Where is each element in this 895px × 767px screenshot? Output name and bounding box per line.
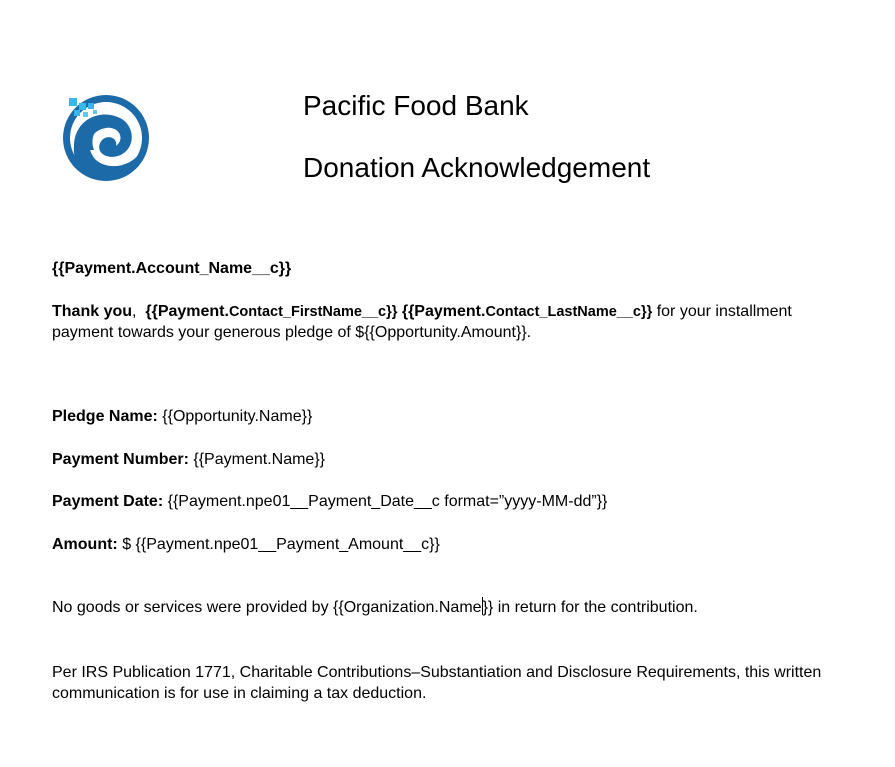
irs-statement-line-2: communication is for use in claiming a tax deduction. xyxy=(52,685,427,702)
last-name-prefix: {{Payment. xyxy=(401,303,486,320)
no-goods-statement[interactable] xyxy=(52,597,698,618)
thank-you-tail: for your installment xyxy=(652,303,792,320)
pledge-name-value: {{Opportunity.Name}} xyxy=(157,408,313,425)
last-name-field: Contact_LastName__c}} xyxy=(485,304,653,320)
amount-row xyxy=(52,534,440,555)
thank-you-line-2: payment towards your generous pledge of ${{Opportunity.Amount}}. xyxy=(52,324,532,341)
payment-date-value: {{Payment.npe01__Payment_Date__c format=”yyyy-MM-dd”}} xyxy=(163,493,608,510)
organization-logo xyxy=(60,90,152,182)
thank-you-line-1 xyxy=(52,301,792,323)
payment-number-value: {{Payment.Name}} xyxy=(188,451,326,468)
account-name-field: {{Payment.Account_Name__c}} xyxy=(52,260,292,277)
first-name-prefix: {{Payment. xyxy=(145,303,229,320)
no-goods-before-cursor: No goods or services were provided by {{Organization.Name xyxy=(52,599,482,616)
pledge-name-row xyxy=(52,406,312,427)
pledge-name-label: Pledge Name: xyxy=(52,408,158,425)
organization-name: Pacific Food Bank xyxy=(303,90,529,121)
first-name-field: Contact_FirstName__c}} xyxy=(228,304,398,320)
payment-date-label: Payment Date: xyxy=(52,493,164,510)
amount-label: Amount: xyxy=(52,536,118,553)
payment-number-row xyxy=(52,449,325,470)
payment-number-label: Payment Number: xyxy=(52,451,189,468)
thank-you-lead: Thank you xyxy=(52,303,133,320)
amount-value: $ {{Payment.npe01__Payment_Amount__c}} xyxy=(117,536,440,553)
irs-statement-line-1: Per IRS Publication 1771, Charitable Contributions–Substantiation and Disclosure Requirements, this written xyxy=(52,664,822,681)
document-title: Donation Acknowledgement xyxy=(303,152,651,183)
payment-date-row xyxy=(52,491,607,512)
thank-you-comma: , xyxy=(132,303,137,320)
wave-logo-icon xyxy=(60,90,152,182)
no-goods-after-cursor: }} in return for the contribution. xyxy=(482,599,698,616)
